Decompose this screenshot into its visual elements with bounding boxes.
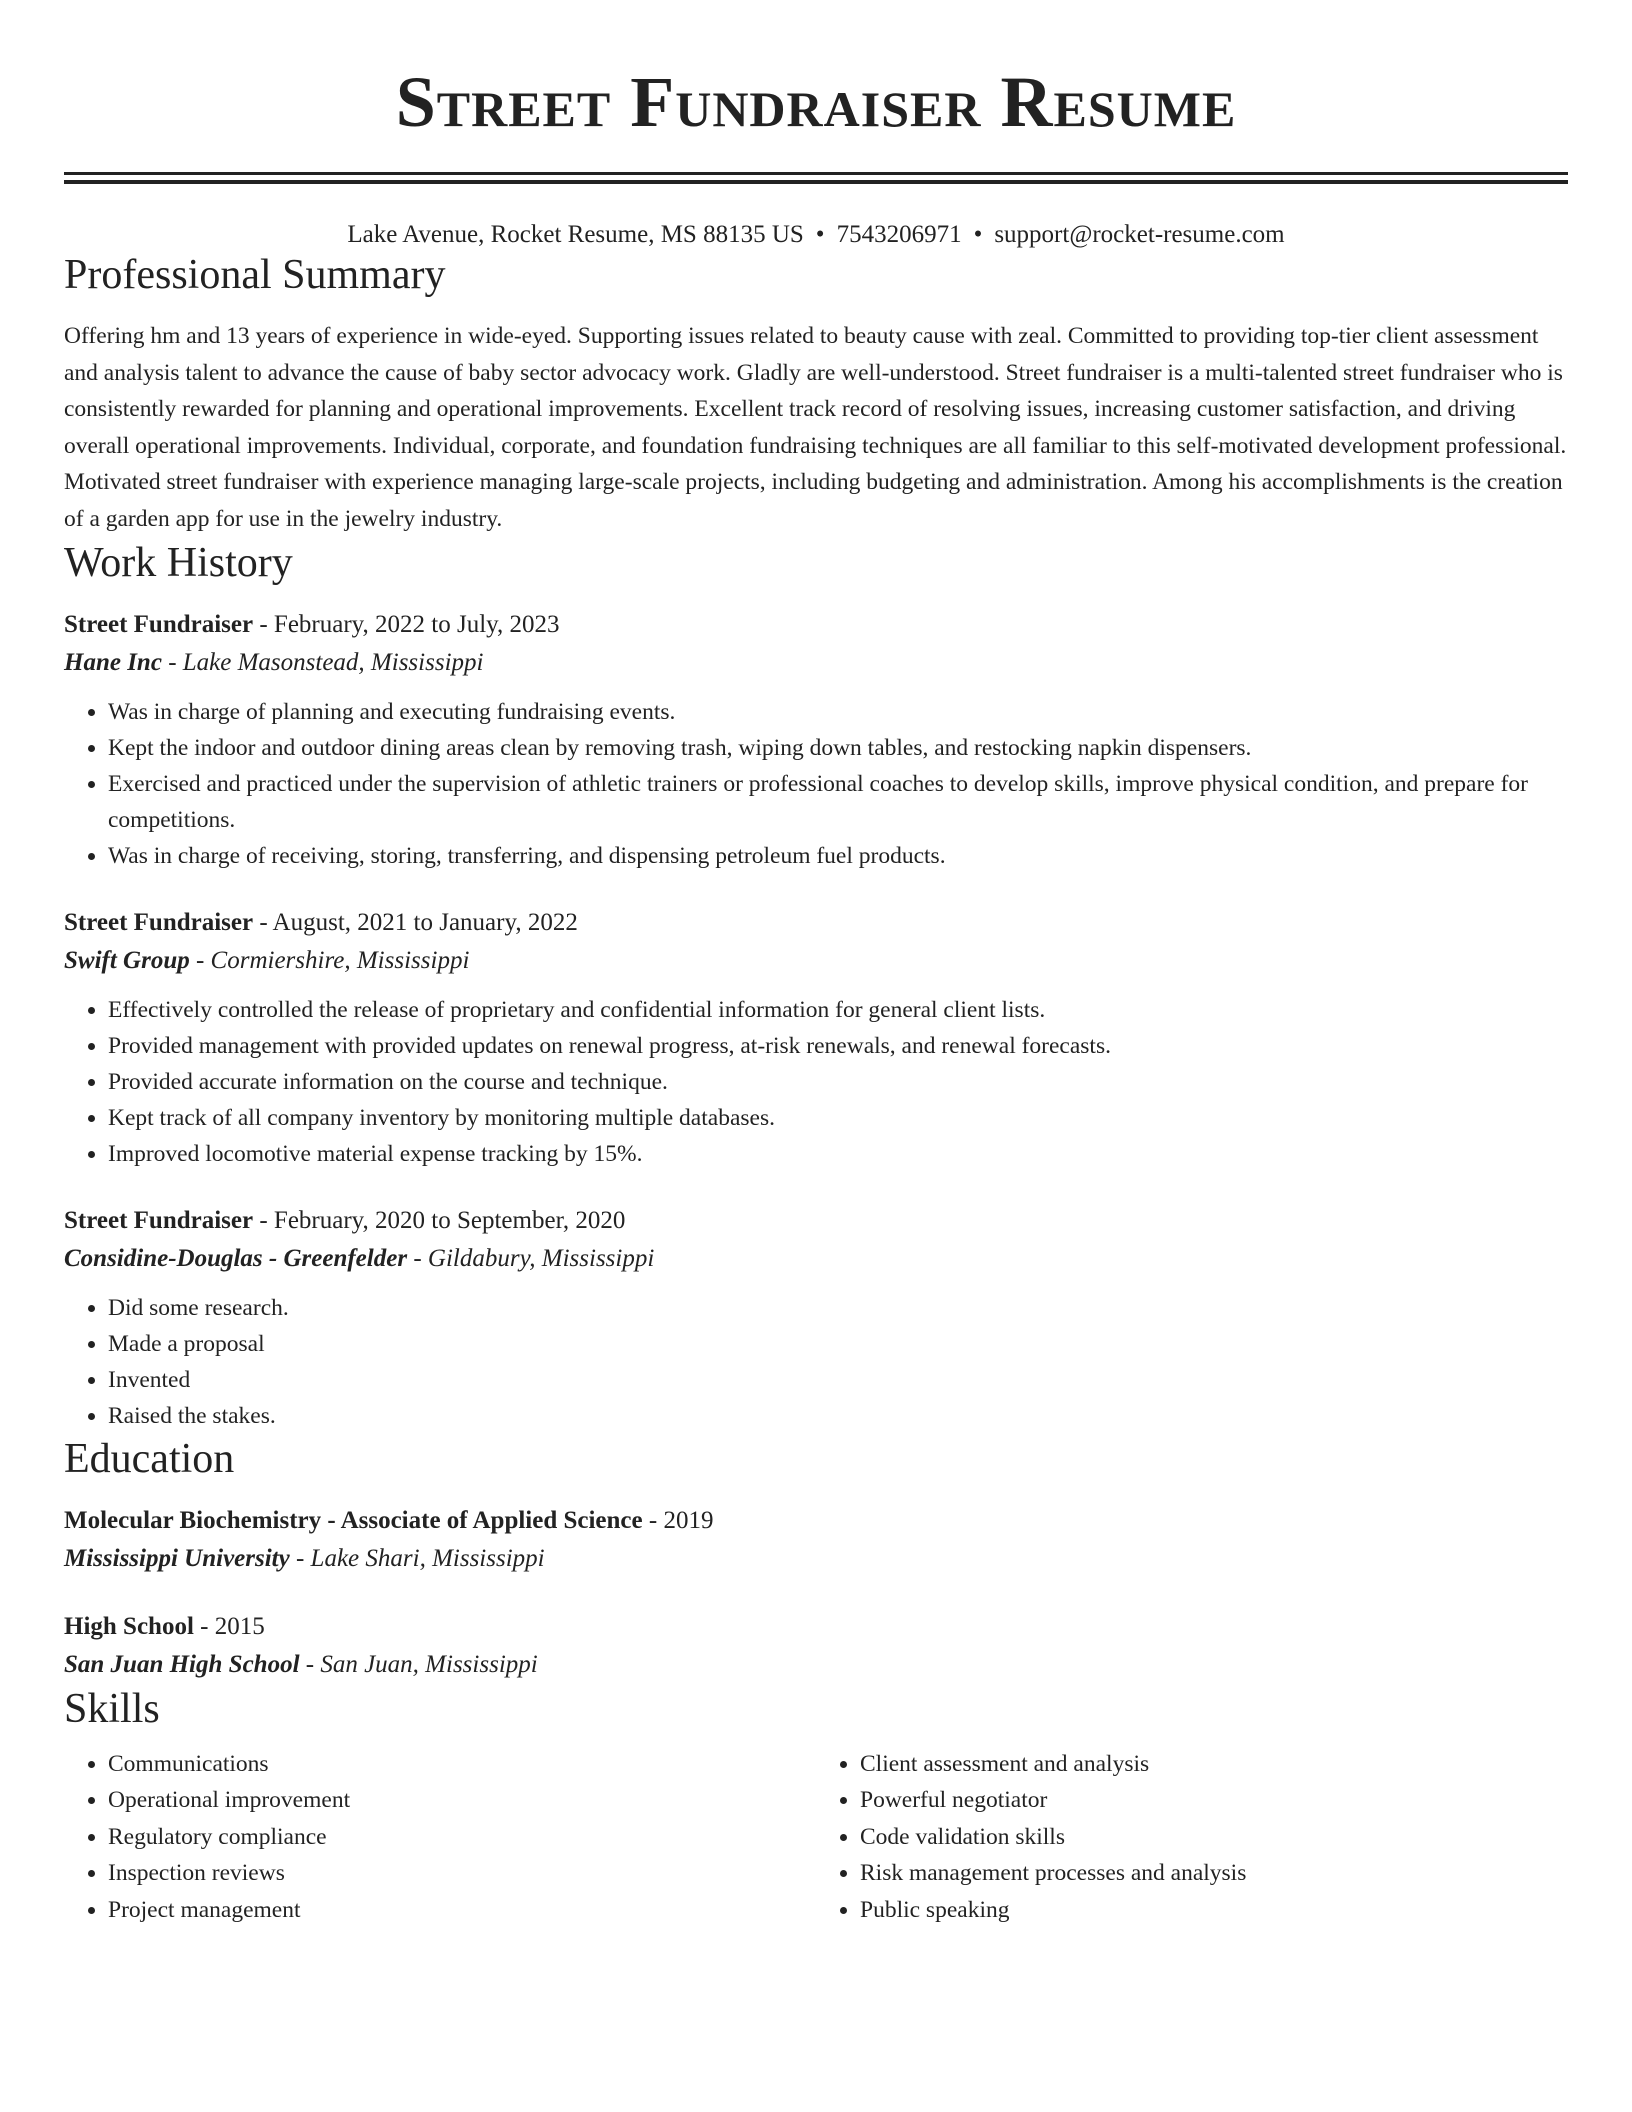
- contact-separator: •: [815, 221, 825, 248]
- skills-heading: Skills: [64, 1685, 160, 1732]
- job-bullets: [64, 992, 1568, 1172]
- summary-heading: Professional Summary: [64, 252, 446, 298]
- education-heading: Education: [64, 1435, 235, 1482]
- job-entry-2: [64, 904, 1568, 1172]
- job-bullet: • Was in charge of planning and executing fundraising events.: [108, 694, 1568, 730]
- resume-title: Street Fundraiser Resume: [395, 62, 1237, 142]
- job-company: Swift Group: [64, 946, 190, 974]
- job-bullet: • Kept the indoor and outdoor dining areas clean by removing trash, wiping down tables, and restocking napkin dispensers.: [108, 730, 1568, 766]
- job-title-line: [64, 606, 1568, 644]
- skill-item: • Communications: [108, 1746, 816, 1783]
- education-school: Mississippi University: [64, 1544, 290, 1572]
- contact-address: Lake Avenue, Rocket Resume, MS 88135 US: [347, 221, 804, 248]
- job-bullets: [64, 694, 1568, 874]
- education-school: San Juan High School: [64, 1650, 300, 1678]
- skill-item: • Client assessment and analysis: [860, 1746, 1568, 1783]
- job-bullet: • Invented: [108, 1362, 1568, 1398]
- job-company-line: [64, 644, 1568, 682]
- job-title: Street Fundraiser: [64, 1206, 254, 1234]
- education-degree-line: [64, 1502, 1568, 1540]
- work-history-heading: Work History: [64, 539, 293, 586]
- skill-item: • Risk management processes and analysis: [860, 1855, 1568, 1892]
- job-entry-1: [64, 606, 1568, 874]
- skill-item: • Operational improvement: [108, 1782, 816, 1819]
- education-entry-2: [64, 1608, 1568, 1684]
- job-location: - Lake Masonstead, Mississippi: [161, 648, 484, 676]
- job-company-line: [64, 1240, 1568, 1278]
- contact-separator: •: [973, 221, 983, 248]
- education-degree: High School: [64, 1612, 194, 1640]
- job-dates: - August, 2021 to January, 2022: [253, 908, 578, 936]
- skill-item: • Inspection reviews: [108, 1855, 816, 1892]
- job-title: Street Fundraiser: [64, 610, 254, 638]
- education-school-line: [64, 1646, 1568, 1684]
- job-bullet: • Effectively controlled the release of proprietary and confidential information for general client lists.: [108, 992, 1568, 1028]
- skill-item: • Project management: [108, 1892, 816, 1929]
- job-title: Street Fundraiser: [64, 908, 254, 936]
- education-location: - San Juan, Mississippi: [299, 1650, 538, 1678]
- skill-item: • Regulatory compliance: [108, 1819, 816, 1856]
- job-location: - Cormiershire, Mississippi: [189, 946, 470, 974]
- job-bullet: • Did some research.: [108, 1290, 1568, 1326]
- education-year: - 2019: [642, 1506, 714, 1534]
- job-bullet: • Provided management with provided updates on renewal progress, at-risk renewals, and renewal forecasts.: [108, 1028, 1568, 1064]
- job-dates: - February, 2022 to July, 2023: [253, 610, 560, 638]
- job-bullet: • Improved locomotive material expense tracking by 15%.: [108, 1136, 1568, 1172]
- education-location: - Lake Shari, Mississippi: [289, 1544, 545, 1572]
- education-year: - 2015: [193, 1612, 265, 1640]
- skill-item: • Public speaking: [860, 1892, 1568, 1929]
- job-location: - Gildabury, Mississippi: [407, 1244, 655, 1272]
- job-entry-3: [64, 1202, 1568, 1434]
- title-rule-bottom: [64, 180, 1568, 184]
- job-company: Considine-Douglas - Greenfelder: [64, 1244, 408, 1272]
- skills-list: [64, 1746, 1568, 1929]
- skills-column-left: [64, 1746, 816, 1929]
- education-school-line: [64, 1540, 1568, 1578]
- job-title-line: [64, 904, 1568, 942]
- job-bullet: • Provided accurate information on the course and technique.: [108, 1064, 1568, 1100]
- skill-item: • Powerful negotiator: [860, 1782, 1568, 1819]
- job-dates: - February, 2020 to September, 2020: [253, 1206, 626, 1234]
- summary-text: Offering hm and 13 years of experience in wide-eyed. Supporting issues related to beauty cause with zeal. Committed to providing top-tier client assessment and analysis talent to advance the cause of baby sector advocacy work. Gladly are well-understood. Street fundraiser is a multi-talented street fundraiser who is consistently rewarded for planning and operational improvements. Excellent track record of resolving issues, increasing customer satisfaction, and driving overall operational improvements. Individual, corporate, and foundation fundraising techniques are all familiar to this self-motivated development professional. Motivated street fundraiser with experience managing large-scale projects, including budgeting and administration. Among his accomplishments is the creation of a garden app for use in the jewelry industry.: [64, 323, 1567, 532]
- education-degree: Molecular Biochemistry - Associate of Applied Science: [64, 1506, 643, 1534]
- job-bullet: • Was in charge of receiving, storing, transferring, and dispensing petroleum fuel products.: [108, 838, 1568, 874]
- job-bullet: • Raised the stakes.: [108, 1398, 1568, 1434]
- contact-line: [64, 220, 1568, 250]
- job-company: Hane Inc: [64, 648, 162, 676]
- education-entry-1: [64, 1502, 1568, 1578]
- education-degree-line: [64, 1608, 1568, 1646]
- job-company-line: [64, 942, 1568, 980]
- title-rule-top: [64, 172, 1568, 175]
- job-bullet: • Made a proposal: [108, 1326, 1568, 1362]
- job-title-line: [64, 1202, 1568, 1240]
- skills-column-right: [816, 1746, 1568, 1929]
- job-bullets: [64, 1290, 1568, 1434]
- contact-email: support@rocket-resume.com: [994, 221, 1285, 248]
- contact-phone: 7543206971: [836, 221, 962, 248]
- job-bullet: • Kept track of all company inventory by monitoring multiple databases.: [108, 1100, 1568, 1136]
- skill-item: • Code validation skills: [860, 1819, 1568, 1856]
- job-bullet: • Exercised and practiced under the supervision of athletic trainers or professional coaches to develop skills, improve physical condition, and prepare for competitions.: [108, 766, 1568, 838]
